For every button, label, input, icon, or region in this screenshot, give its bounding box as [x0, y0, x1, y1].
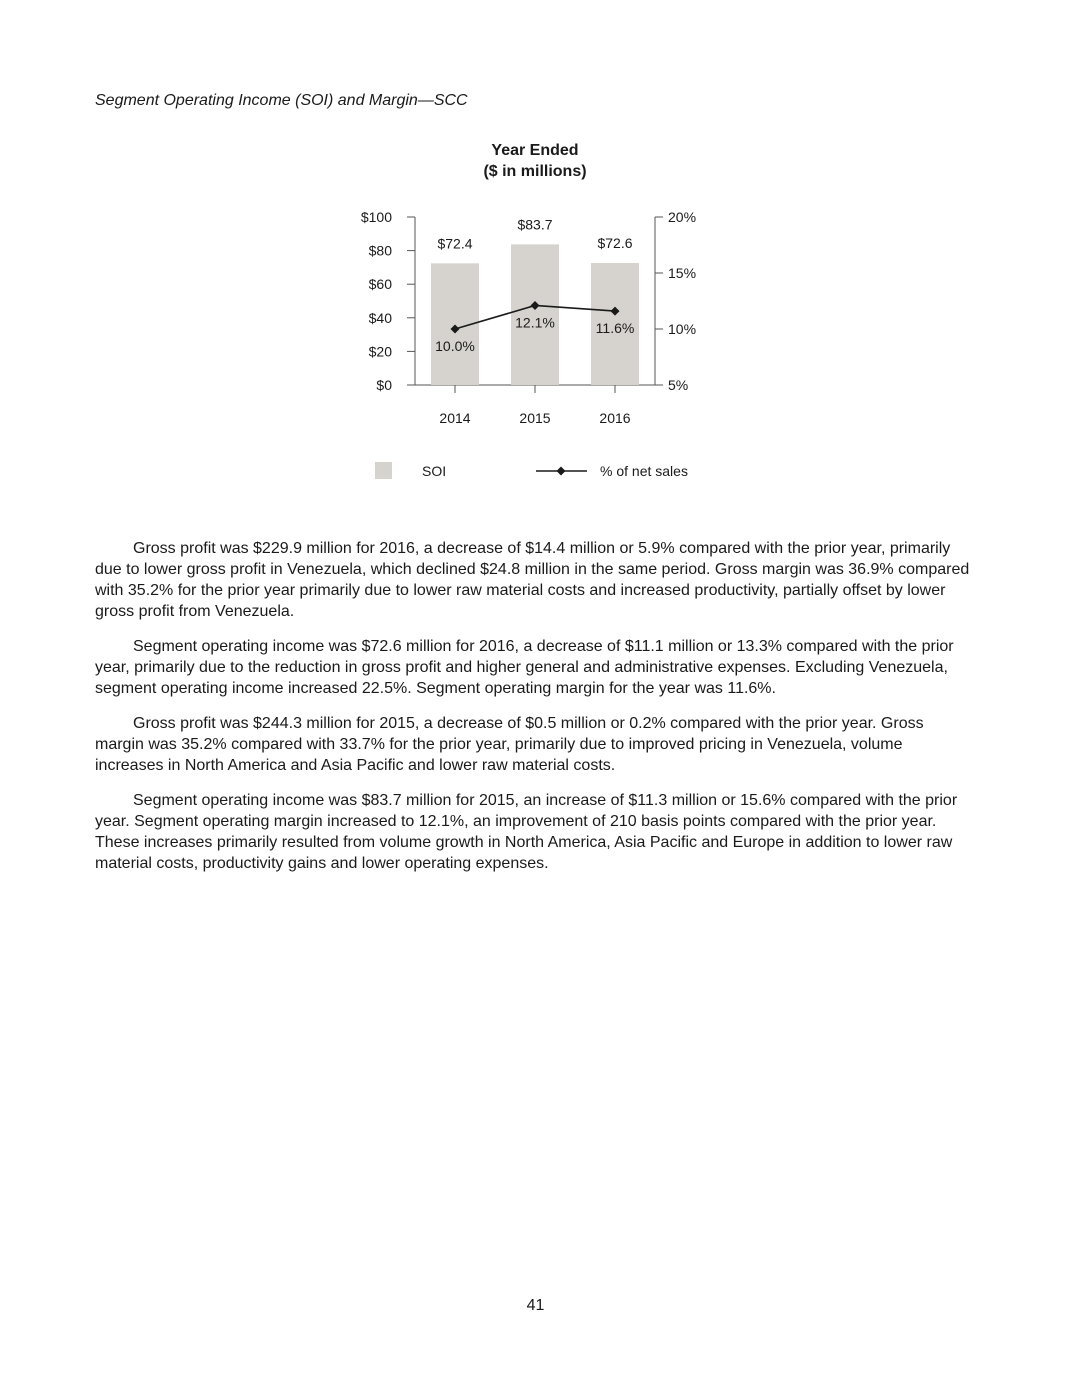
right-tick-label: 20% [668, 209, 697, 225]
left-tick-label: $60 [368, 276, 392, 293]
legend-soi-swatch [375, 462, 392, 479]
paragraph: Gross profit was $244.3 million for 2015, a decrease of $0.5 million or 0.2% compared with the prior year. Gross margin was 35.2% compared with 33.7% for the prior year, primarily due to improved pricing in Venezuela, volume increases in North America and Asia Pacific and lower raw material costs. [95, 715, 924, 774]
soi-bar-label: $72.4 [437, 235, 473, 252]
chart-title-line2: ($ in millions) [483, 163, 587, 180]
left-tick-label: $40 [368, 309, 392, 326]
x-tick-label: 2015 [519, 410, 551, 426]
paragraph: Gross profit was $229.9 million for 2016, a decrease of $14.4 million or 5.9% compared with the prior year, primarily due to lower gross profit in Venezuela, which declined $24.8 million in the same period. Gross margin was 36.9% compared with 35.2% for the prior year primarily due to lower raw material costs and increased productivity, partially offset by lower gross profit from Venezuela. [95, 540, 970, 620]
soi-margin-chart [340, 135, 740, 495]
section-title: Segment Operating Income (SOI) and Margin—SCC [95, 92, 468, 109]
right-tick-label: 10% [668, 321, 697, 337]
left-tick-label: $0 [376, 377, 392, 393]
right-tick-label: 15% [668, 265, 697, 281]
legend-line-label: % of net sales [600, 463, 688, 479]
x-tick-label: 2016 [599, 410, 631, 426]
legend-soi-label: SOI [422, 463, 447, 479]
page-number: 41 [526, 1297, 545, 1314]
paragraph: Segment operating income was $72.6 million for 2016, a decrease of $11.1 million or 13.3% compared with the prior year, primarily due to the reduction in gross profit and higher general and administrative expenses. Excluding Venezuela, segment operating income increased 22.5%. Segment operating margin for the year was 11.6%. [95, 638, 954, 697]
margin-point-label: 10.0% [435, 338, 475, 354]
right-tick-label: 5% [668, 377, 689, 393]
margin-point-label: 12.1% [515, 314, 555, 331]
soi-bar-label: $72.6 [597, 235, 633, 252]
chart-title-line1: Year Ended [491, 142, 579, 159]
chart-marks [361, 209, 696, 479]
paragraph: Segment operating income was $83.7 million for 2015, an increase of $11.3 million or 15.6% compared with the prior year. Segment operating margin increased to 12.1%, an improvement of 210 basis points compared with the prior year. These increases primarily resulted from volume growth in North America, Asia Pacific and Europe in addition to lower raw material costs, productivity gains and lower operating expenses. [95, 792, 958, 872]
x-tick-label: 2014 [439, 410, 471, 426]
body-text [95, 538, 975, 888]
left-tick-label: $80 [368, 242, 392, 259]
left-tick-label: $100 [360, 209, 392, 225]
legend-line-marker [557, 467, 566, 476]
soi-bar-label: $83.7 [517, 216, 553, 233]
chart-svg [340, 135, 740, 495]
margin-point-label: 11.6% [595, 320, 635, 337]
left-tick-label: $20 [368, 343, 392, 360]
